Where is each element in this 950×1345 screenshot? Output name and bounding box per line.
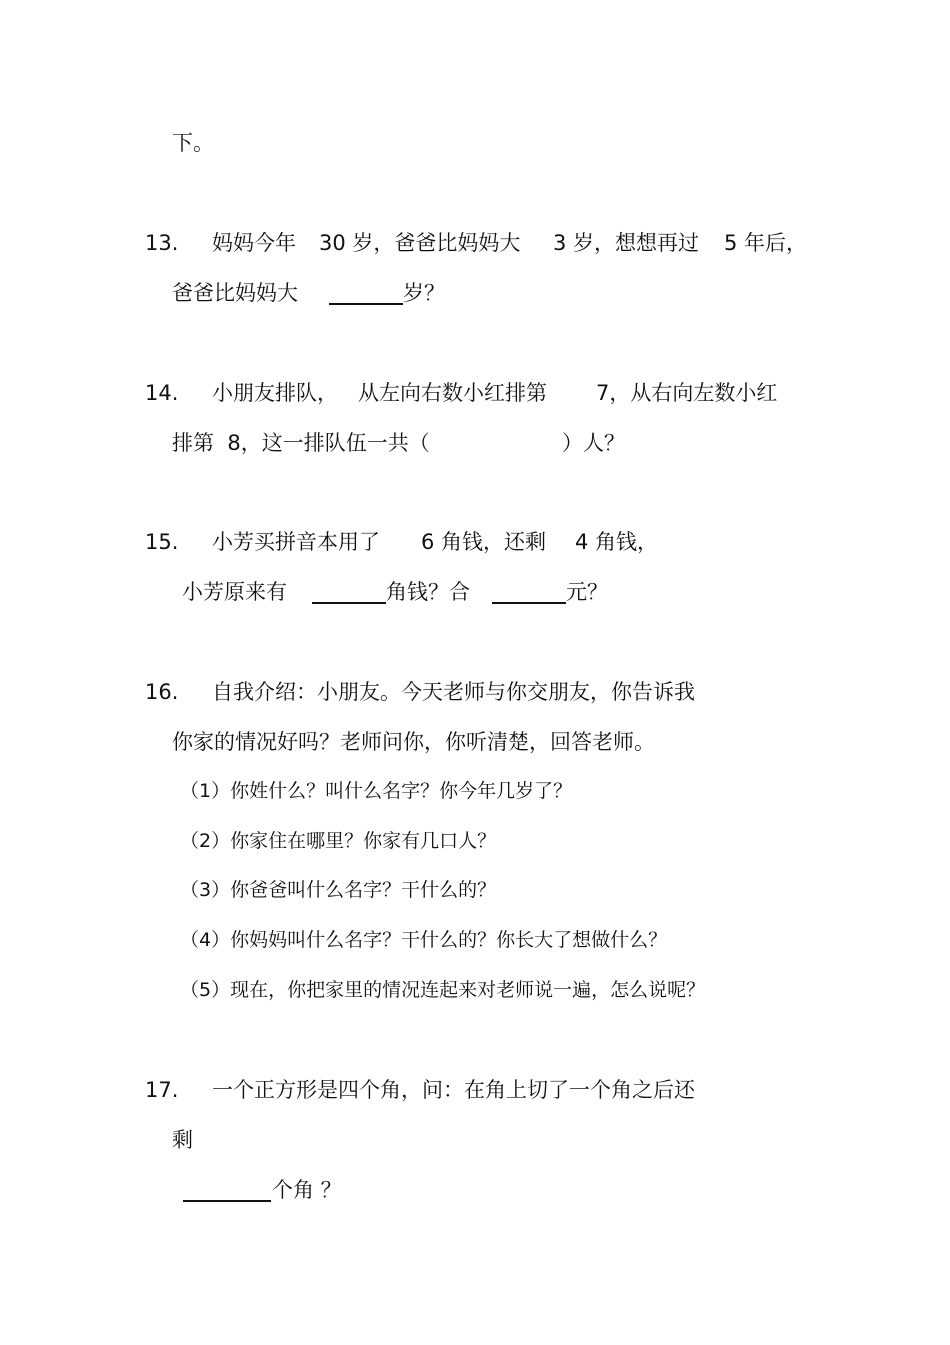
- question-15-text-f: 元？: [566, 580, 608, 604]
- answer-blank[interactable]: [312, 601, 386, 604]
- question-16-text-a: 自我介绍：小朋友。今天老师与你交朋友，你告诉我: [212, 680, 695, 704]
- question-14-text-c: 7，从右向左数小红: [596, 381, 778, 405]
- question-13-text-f: 岁？: [403, 281, 445, 305]
- question-15-text-d: 小芳原来有: [182, 580, 287, 604]
- question-15-text-a: 小芳买拼音本用了: [212, 530, 380, 554]
- question-14-text-a: 小朋友排队，: [212, 381, 338, 405]
- question-16-item-4: （4）你妈妈叫什么名字？干什么的？你长大了想做什么？: [180, 929, 668, 951]
- question-13-text-c: 3 岁，想想再过: [553, 231, 700, 255]
- question-15-text-c: 4 角钱，: [575, 530, 659, 554]
- question-17-text-c: 个角 ？: [272, 1178, 342, 1202]
- question-13-text-a: 妈妈今年: [212, 231, 296, 255]
- question-17-text-a: 一个正方形是四个角，问：在角上切了一个角之后还: [212, 1078, 695, 1102]
- question-17-number: 17.: [145, 1078, 179, 1102]
- question-14-text-b: 从左向右数小红排第: [358, 381, 547, 405]
- question-17-text-b: 剩: [172, 1128, 193, 1152]
- question-13-text-d: 5 年后，: [724, 231, 808, 255]
- question-15-number: 15.: [145, 530, 179, 554]
- question-16-text-b: 你家的情况好吗？老师问你，你听清楚，回答老师。: [172, 730, 655, 754]
- continuation-text: 下。: [172, 131, 214, 155]
- question-15-text-e: 角钱？合: [386, 580, 470, 604]
- question-16-item-2: （2）你家住在哪里？你家有几口人？: [180, 830, 497, 852]
- question-14-text-d: 排第 8，这一排队伍一共（: [172, 431, 430, 455]
- question-16-item-1: （1）你姓什么？叫什么名字？你今年几岁了？: [180, 780, 573, 802]
- question-14-number: 14.: [145, 381, 179, 405]
- question-13-text-e: 爸爸比妈妈大: [172, 281, 298, 305]
- question-16-item-5: （5）现在，你把家里的情况连起来对老师说一遍，怎么说呢？: [180, 979, 706, 1001]
- answer-blank[interactable]: [183, 1199, 271, 1202]
- question-16-number: 16.: [145, 680, 179, 704]
- question-13-text-b: 30 岁，爸爸比妈妈大: [319, 231, 521, 255]
- answer-blank[interactable]: [329, 302, 403, 305]
- question-15-text-b: 6 角钱，还剩: [421, 530, 547, 554]
- question-14-text-e: ）人？: [562, 431, 625, 455]
- answer-blank[interactable]: [492, 601, 566, 604]
- question-13-number: 13.: [145, 231, 179, 255]
- question-16-item-3: （3）你爸爸叫什么名字？干什么的？: [180, 879, 497, 901]
